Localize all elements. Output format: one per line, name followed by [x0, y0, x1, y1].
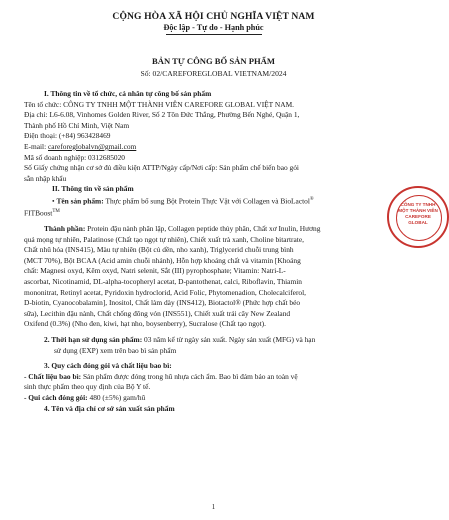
org-name: Tên tổ chức: CÔNG TY TNHH MỘT THÀNH VIÊN CAREFORE GLOBAL VIỆT NAM.	[24, 99, 294, 109]
ingredients-line: Oxifend (0.3%) (Nho đen, kiwi, hạt nho, boysenberry), Sucralose (Chất tạo ngọt).	[24, 319, 266, 329]
material-value: Sản phẩm được đóng trong hũ nhựa cách ẩm. Bao bì đảm bảo an toàn vệ	[82, 371, 298, 381]
ingredients-text: Protein đậu nành phân lập, Collagen peptide thủy phân, Chất xơ Inulin, Hương	[87, 224, 321, 234]
email-row	[24, 142, 403, 153]
address-line-1: Địa chỉ: L6-6.08, Vinhomes Golden River, Số 2 Tôn Đức Thắng, Phường Bến Nghé, Quận 1,	[24, 110, 300, 120]
shelf-life-label: 2. Thời hạn sử dụng sản phẩm:	[44, 335, 144, 344]
ingredients-line: mononitrat, Retinyl acetat, Pyridoxin hydroclorid, Acid Folic, Phytomenadion, Cholecalciferol,	[24, 287, 307, 297]
section2-heading: II. Thông tin về sản phẩm	[52, 184, 134, 194]
material-label: - Chất liệu bao bì:	[24, 371, 83, 381]
product-name-label: Tên sản phẩm:	[56, 196, 106, 206]
email-link[interactable]: careforeglobalvn@gmail.com	[48, 141, 137, 151]
document-title: BẢN TỰ CÔNG BỐ SẢN PHẨM	[152, 56, 275, 66]
product-name-line-2	[24, 207, 403, 219]
trademark-mark: TM	[52, 209, 60, 214]
product-name-value: Thực phẩm bổ sung Bột Protein Thực Vật với Collagen và BioLactol	[105, 196, 310, 206]
ingredients-line-0	[44, 224, 403, 235]
shelf-life-value: 03 năm kể từ ngày sản xuất. Ngày sản xuất (MFG) và hạn	[144, 335, 316, 344]
ingredients-line: sữa), Lecithin đậu nành, Chất chống đông vón (INS551), Chiết xuất trái cây New Zealand	[24, 308, 291, 318]
certificate-line-2: sẵn nhập khẩu	[24, 173, 67, 183]
national-motto: Độc lập - Tự do - Hạnh phúc	[163, 23, 264, 32]
ingredients-line: Chất nhũ hóa (INS415), Màu tự nhiên (Bột củ dền, nho xanh), Triglycerid chuỗi trung bình	[24, 245, 294, 255]
shelf-life-line-2: sử dụng (EXP) xem trên bao bì sản phẩm	[54, 345, 177, 355]
ingredients-label: Thành phần:	[44, 224, 88, 234]
phone: Điện thoại: (+84) 963428469	[24, 131, 111, 141]
section1-heading: I. Thông tin về tổ chức, cá nhân tự công bố sản phẩm	[44, 89, 212, 98]
ingredients-line: (MCT 70%), Bột BCAA (Acid amin chuỗi nhánh), Hỗn hợp khoáng chất và vitamin [Khoáng	[24, 255, 301, 265]
packaging-heading: 3. Quy cách đóng gói và chất liệu bao bì:	[44, 361, 172, 371]
document-body	[24, 89, 403, 414]
product-name-value-2: FITBoost	[24, 208, 53, 218]
document-number: Số: 02/CAREFOREGLOBAL VIETNAM/2024	[140, 69, 287, 78]
pack-size-label: - Qui cách đóng gói:	[24, 392, 90, 402]
shelf-life-line-1	[44, 335, 403, 346]
email-label: E-mail:	[24, 141, 49, 151]
address-line-2: Thành phố Hồ Chí Minh, Việt Nam	[24, 120, 130, 130]
ingredients-line: quả mọng tự nhiên, Palatinose (Chất tạo ngọt tự nhiên), Chiết xuất trà xanh, Choline bitartrate,	[24, 234, 304, 244]
packaging-material-line-2: sinh thực phẩm theo quy định của Bộ Y tế.	[24, 382, 151, 392]
manufacturer-heading: 4. Tên và địa chỉ cơ sở sản xuất sản phẩm	[44, 403, 175, 413]
motto-underline	[166, 34, 262, 35]
national-title: CỘNG HÒA XÃ HỘI CHỦ NGHĨA VIỆT NAM	[112, 11, 315, 22]
page-number: 1	[211, 503, 216, 511]
ingredients-line: D-biotin, Cyanocobalamin], Inositol, Chất làm dày (INS412), Biotactol® (Phức hợp chất béo	[24, 298, 301, 308]
company-seal-text: CÔNG TY TNHH MỘT THÀNH VIÊN CAREFORE GLOBAL	[398, 202, 438, 225]
registered-mark: ®	[309, 196, 314, 202]
company-seal	[387, 186, 449, 248]
tax-code: Mã số doanh nghiệp: 0312685020	[24, 152, 125, 162]
pack-size-line	[24, 393, 403, 404]
ingredients-line: ascorbat, Nicotinamid, DL-alpha-tocopheryl acetat, D-pantothenat, calci, Riboflavin, Thiamin	[24, 277, 302, 287]
ingredients-line: chất: Magnesi oxyd, Kẽm oxyd, Natri selenit, Sắt (III) pyrophosphate; Vitamin: Natri-L-	[24, 266, 286, 276]
ingredients-block	[24, 224, 403, 330]
product-name-line-1: • Tên sản phẩm: Thực phẩm bổ sung Bột Protein Thực Vật với Collagen và BioLactol®	[52, 196, 314, 206]
packaging-material-line-1	[24, 372, 403, 383]
certificate-line-1: Số Giấy chứng nhận cơ sở đủ điều kiện ATTP/Ngày cấp/Nơi cấp: Sản phẩm chế biến bao gói	[24, 163, 299, 173]
pack-size-value: 480 (±5%) gam/hũ	[89, 392, 146, 402]
